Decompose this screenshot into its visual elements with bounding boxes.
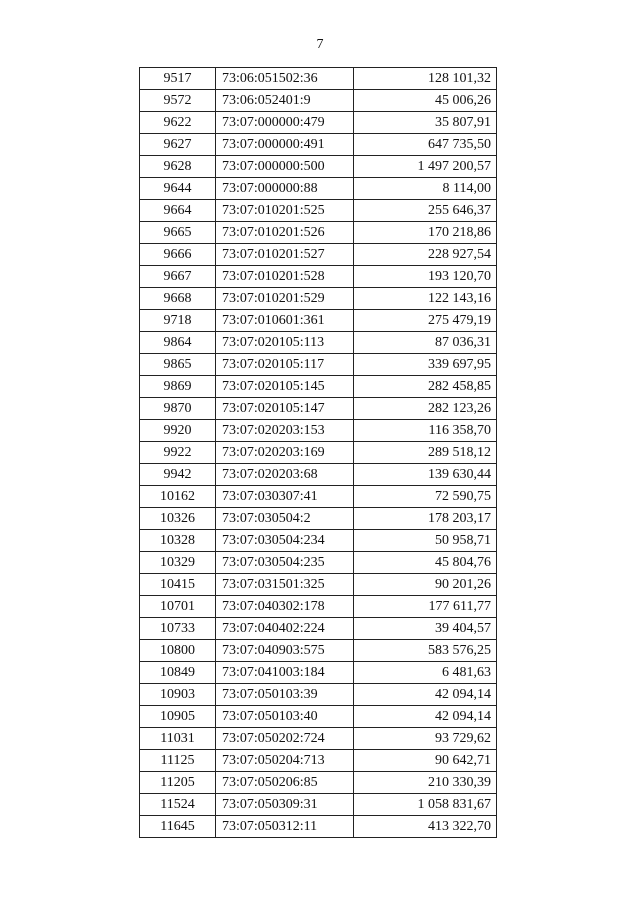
cadastral-value-cell: 116 358,70 <box>354 420 497 442</box>
cadastral-number-cell: 73:07:030307:41 <box>216 486 354 508</box>
cadastral-number-cell: 73:07:050206:85 <box>216 772 354 794</box>
cadastral-number-cell: 73:07:030504:235 <box>216 552 354 574</box>
table-row <box>140 332 497 354</box>
table-row <box>140 244 497 266</box>
row-number-cell: 10903 <box>140 684 216 706</box>
table-row <box>140 794 497 816</box>
cadastral-number-cell: 73:07:000000:88 <box>216 178 354 200</box>
table-row <box>140 618 497 640</box>
table-row <box>140 530 497 552</box>
cadastral-value-cell: 282 123,26 <box>354 398 497 420</box>
cadastral-number-cell: 73:07:020105:145 <box>216 376 354 398</box>
table-row <box>140 772 497 794</box>
cadastral-value-cell: 193 120,70 <box>354 266 497 288</box>
cadastral-number-cell: 73:07:020203:68 <box>216 464 354 486</box>
table-row <box>140 728 497 750</box>
cadastral-value-cell: 42 094,14 <box>354 706 497 728</box>
table-row <box>140 90 497 112</box>
row-number-cell: 10905 <box>140 706 216 728</box>
cadastral-value-cell: 413 322,70 <box>354 816 497 838</box>
cadastral-number-cell: 73:07:050309:31 <box>216 794 354 816</box>
row-number-cell: 9922 <box>140 442 216 464</box>
cadastral-value-cell: 90 201,26 <box>354 574 497 596</box>
cadastral-number-cell: 73:07:000000:479 <box>216 112 354 134</box>
row-number-cell: 9517 <box>140 68 216 90</box>
cadastral-number-cell: 73:07:000000:491 <box>216 134 354 156</box>
row-number-cell: 9668 <box>140 288 216 310</box>
cadastral-number-cell: 73:06:051502:36 <box>216 68 354 90</box>
cadastral-number-cell: 73:07:020105:113 <box>216 332 354 354</box>
row-number-cell: 10415 <box>140 574 216 596</box>
cadastral-value-cell: 178 203,17 <box>354 508 497 530</box>
table-row <box>140 156 497 178</box>
cadastral-number-cell: 73:07:010201:529 <box>216 288 354 310</box>
row-number-cell: 10162 <box>140 486 216 508</box>
table-row <box>140 706 497 728</box>
cadastral-number-cell: 73:07:020105:117 <box>216 354 354 376</box>
table-row <box>140 640 497 662</box>
cadastral-value-cell: 1 497 200,57 <box>354 156 497 178</box>
cadastral-value-cell: 122 143,16 <box>354 288 497 310</box>
row-number-cell: 10328 <box>140 530 216 552</box>
row-number-cell: 10800 <box>140 640 216 662</box>
cadastral-value-cell: 8 114,00 <box>354 178 497 200</box>
table-row <box>140 222 497 244</box>
row-number-cell: 11031 <box>140 728 216 750</box>
cadastral-number-cell: 73:07:020203:153 <box>216 420 354 442</box>
table-row <box>140 816 497 838</box>
row-number-cell: 9870 <box>140 398 216 420</box>
cadastral-value-cell: 275 479,19 <box>354 310 497 332</box>
cadastral-number-cell: 73:07:010201:528 <box>216 266 354 288</box>
table-row <box>140 420 497 442</box>
row-number-cell: 9627 <box>140 134 216 156</box>
row-number-cell: 10849 <box>140 662 216 684</box>
cadastral-value-cell: 6 481,63 <box>354 662 497 684</box>
table-row <box>140 354 497 376</box>
cadastral-number-cell: 73:07:030504:2 <box>216 508 354 530</box>
table-row <box>140 178 497 200</box>
cadastral-value-cell: 93 729,62 <box>354 728 497 750</box>
cadastral-number-cell: 73:07:031501:325 <box>216 574 354 596</box>
cadastral-value-cell: 39 404,57 <box>354 618 497 640</box>
row-number-cell: 9572 <box>140 90 216 112</box>
cadastral-value-cell: 170 218,86 <box>354 222 497 244</box>
cadastral-number-cell: 73:07:041003:184 <box>216 662 354 684</box>
cadastral-number-cell: 73:07:050204:713 <box>216 750 354 772</box>
row-number-cell: 11205 <box>140 772 216 794</box>
cadastral-number-cell: 73:07:050103:39 <box>216 684 354 706</box>
cadastral-value-cell: 50 958,71 <box>354 530 497 552</box>
cadastral-value-cell: 583 576,25 <box>354 640 497 662</box>
table-row <box>140 552 497 574</box>
cadastral-value-cell: 35 807,91 <box>354 112 497 134</box>
cadastral-value-cell: 45 006,26 <box>354 90 497 112</box>
table-body <box>140 68 497 838</box>
row-number-cell: 9718 <box>140 310 216 332</box>
row-number-cell: 9665 <box>140 222 216 244</box>
cadastral-value-cell: 289 518,12 <box>354 442 497 464</box>
table-row <box>140 134 497 156</box>
cadastral-value-cell: 339 697,95 <box>354 354 497 376</box>
table-row <box>140 486 497 508</box>
cadastral-value-cell: 255 646,37 <box>354 200 497 222</box>
cadastral-value-cell: 139 630,44 <box>354 464 497 486</box>
table-row <box>140 662 497 684</box>
row-number-cell: 9864 <box>140 332 216 354</box>
row-number-cell: 10329 <box>140 552 216 574</box>
cadastral-number-cell: 73:06:052401:9 <box>216 90 354 112</box>
row-number-cell: 10326 <box>140 508 216 530</box>
cadastral-value-cell: 45 804,76 <box>354 552 497 574</box>
cadastral-value-cell: 210 330,39 <box>354 772 497 794</box>
cadastral-number-cell: 73:07:010201:525 <box>216 200 354 222</box>
cadastral-value-cell: 42 094,14 <box>354 684 497 706</box>
cadastral-number-cell: 73:07:040302:178 <box>216 596 354 618</box>
row-number-cell: 9865 <box>140 354 216 376</box>
table-row <box>140 376 497 398</box>
table-row <box>140 310 497 332</box>
row-number-cell: 10701 <box>140 596 216 618</box>
table-row <box>140 266 497 288</box>
cadastral-value-cell: 128 101,32 <box>354 68 497 90</box>
table-row <box>140 464 497 486</box>
table-row <box>140 398 497 420</box>
cadastral-number-cell: 73:07:030504:234 <box>216 530 354 552</box>
table-row <box>140 288 497 310</box>
row-number-cell: 9942 <box>140 464 216 486</box>
cadastral-number-cell: 73:07:020105:147 <box>216 398 354 420</box>
page-number: 7 <box>316 37 324 52</box>
row-number-cell: 9644 <box>140 178 216 200</box>
cadastral-number-cell: 73:07:000000:500 <box>216 156 354 178</box>
cadastral-value-cell: 72 590,75 <box>354 486 497 508</box>
cadastral-number-cell: 73:07:010601:361 <box>216 310 354 332</box>
table-row <box>140 596 497 618</box>
table-row <box>140 200 497 222</box>
row-number-cell: 11125 <box>140 750 216 772</box>
row-number-cell: 9869 <box>140 376 216 398</box>
table-row <box>140 574 497 596</box>
row-number-cell: 11645 <box>140 816 216 838</box>
cadastral-value-cell: 647 735,50 <box>354 134 497 156</box>
row-number-cell: 9920 <box>140 420 216 442</box>
table-row <box>140 684 497 706</box>
cadastral-value-cell: 282 458,85 <box>354 376 497 398</box>
cadastral-value-cell: 90 642,71 <box>354 750 497 772</box>
cadastral-number-cell: 73:07:050312:11 <box>216 816 354 838</box>
cadastral-number-cell: 73:07:010201:527 <box>216 244 354 266</box>
table-row <box>140 112 497 134</box>
row-number-cell: 10733 <box>140 618 216 640</box>
cadastral-number-cell: 73:07:040903:575 <box>216 640 354 662</box>
cadastral-number-cell: 73:07:050103:40 <box>216 706 354 728</box>
row-number-cell: 9628 <box>140 156 216 178</box>
table-row <box>140 508 497 530</box>
table-row <box>140 68 497 90</box>
row-number-cell: 11524 <box>140 794 216 816</box>
cadastral-number-cell: 73:07:010201:526 <box>216 222 354 244</box>
cadastral-value-cell: 1 058 831,67 <box>354 794 497 816</box>
cadastral-value-cell: 228 927,54 <box>354 244 497 266</box>
row-number-cell: 9622 <box>140 112 216 134</box>
cadastral-value-cell: 87 036,31 <box>354 332 497 354</box>
row-number-cell: 9666 <box>140 244 216 266</box>
row-number-cell: 9664 <box>140 200 216 222</box>
cadastral-number-cell: 73:07:020203:169 <box>216 442 354 464</box>
cadastral-number-cell: 73:07:050202:724 <box>216 728 354 750</box>
table-row <box>140 442 497 464</box>
cadastral-value-table <box>139 67 497 838</box>
table-row <box>140 750 497 772</box>
row-number-cell: 9667 <box>140 266 216 288</box>
cadastral-number-cell: 73:07:040402:224 <box>216 618 354 640</box>
cadastral-value-cell: 177 611,77 <box>354 596 497 618</box>
